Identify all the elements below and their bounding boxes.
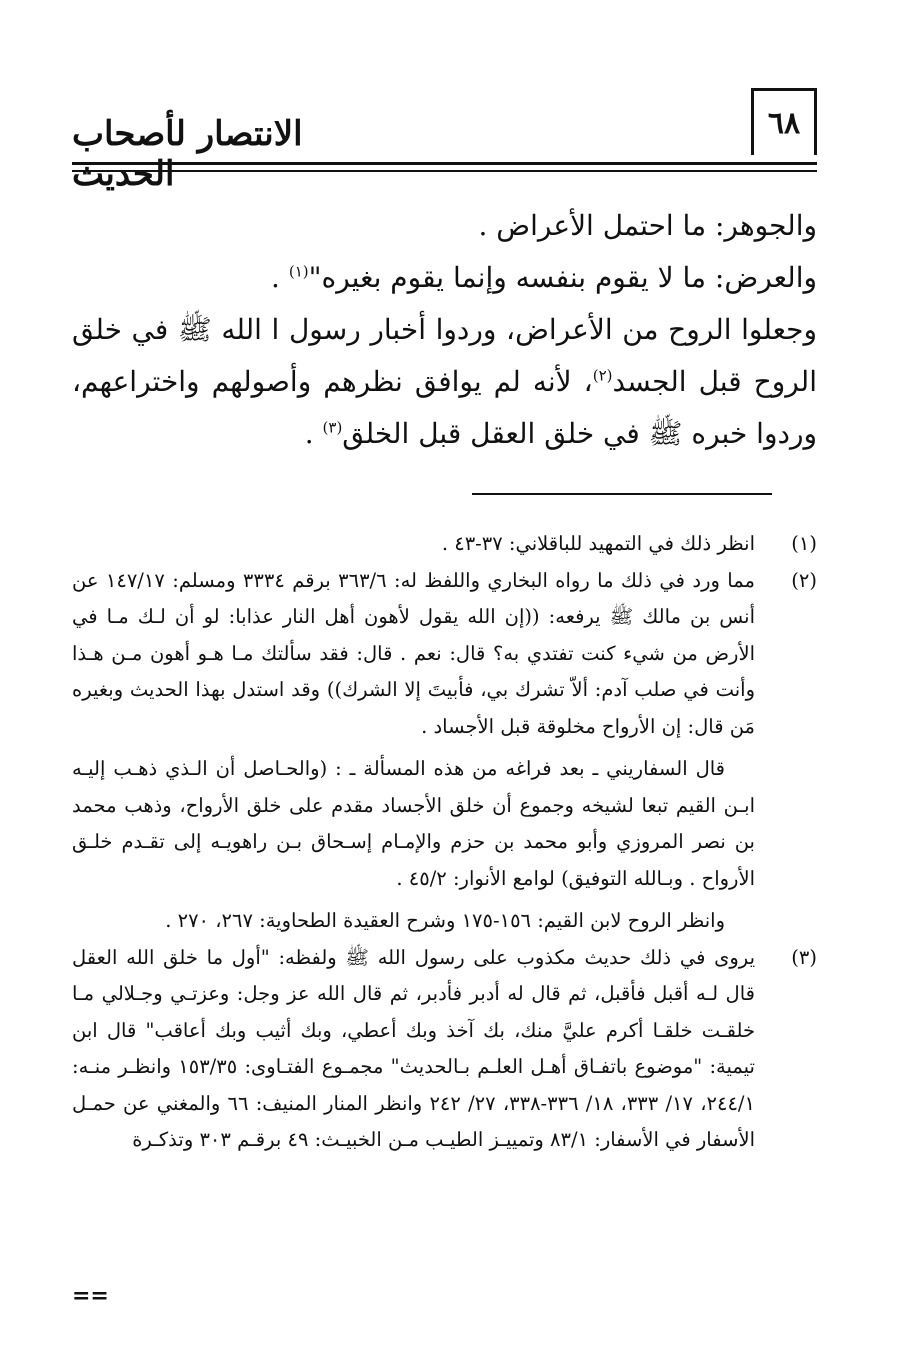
main-paragraph-part-1: وجعلوا الروح من الأعراض، وردوا أخبار رسول ا الله ﷺ في خلق الروح قبل الجسد [72,313,817,398]
footnote-ref-3: (٣) [322,418,343,437]
footnote-1 [72,526,817,563]
footnote-number: (٢) [791,568,817,592]
main-line-2-end: . [271,261,289,294]
main-paragraph-part-2: ، لأنه لم يوافق نظرهم وأصولهم واختراعهم، وردوا خبره ﷺ في خلق العقل قبل الخلق [72,365,817,450]
footnote-paragraph: مما ورد في ذلك ما رواه البخاري واللفظ له: ٣٦٣/٦ برقم ٣٣٣٤ ومسلم: ١٤٧/١٧ عن أنس بن مالك ﷺ يرفعه: ((إن الله يقول لأهون أهل النار عذابا: لو أن لـك مـا في الأرض من شيء كنت تفتدي به؟ قال: نعم . قال: فقد سألتك مـا هـو أهون مـن هـذا وأنت في صلب آدم: ألاّ تشرك بي، فأبيتَ إلا الشرك)) وقد استدل بهذا الحديث وبغيره مَن قال: إن الأرواح مخلوقة قبل الأجساد . [72,568,755,738]
book-title: الانتصار لأصحاب الحديث [72,114,303,194]
page-number: ٦٨ [767,105,801,141]
header-rule-thin [72,170,817,172]
header-rule-thick [72,162,817,165]
main-line-2 [72,252,817,304]
footnote-number: (١) [791,532,817,555]
footnote-number: (٣) [791,945,817,969]
footnote-ref-1: (١) [288,262,309,281]
main-line-2-text: والعرض: ما لا يقوم بنفسه وإنما يقوم بغيره" [308,261,817,294]
footnote-separator [472,493,772,495]
footnote-paragraph: انظر ذلك في التمهيد للباقلاني: ٣٧-٤٣ . [441,532,755,555]
continuation-mark: == [72,1283,109,1309]
footnote-body [72,526,755,563]
footnote-paragraph: يروى في ذلك حديث مكذوب على رسول الله ﷺ ولفظه: "أول ما خلق الله العقل قال لـه أقبل فأقبل، ثم قال له أدبر فأدبر، ثم قال الله عز وجل: وعزتـي وجـلالي مـا خلقـت خلقـا أكرم عليَّ منك، بك آخذ وبك أعطي، وبك أثيب وبك أعاقب" قال ابن تيمية: "موضوع باتفـاق أهـل العلـم بـالحديث" مجمـوع الفتـاوى: ١٥٣/٣٥ وانظـر منـه: ٢٤٤/١، ١٧/ ٣٣٣، ١٨/ ٣٣٦-٣٣٨، ٢٧/ ٢٤٢ وانظر المنار المنيف: ٦٦ والمغني عن حمـل الأسفار في الأسفار: ٨٣/١ وتمييـز الطيـب مـن الخبيـث: ٤٩ برقـم ٣٠٣ وتذكـرة [72,945,755,1151]
footnote-2 [72,563,817,940]
footnote-paragraph: قال السفاريني ـ بعد فراغه من هذه المسألة ـ : (والحـاصل أن الـذي ذهـب إليـه ابـن القيم تبعا لشيخه وجموع أن خلق الأجساد مقدم على خلق الأرواح، وذهب محمد بن نصر المروزي وأبو محمد بن حزم والإمـام إسـحاق بـن راهويـه إلى تقـدم خلـق الأرواح . وبـالله التوفيق) لوامع الأنوار: ٤٥/٢ . [72,757,755,890]
main-line-1-text: والجوهر: ما احتمل الأعراض . [478,209,817,242]
footnotes [72,520,817,1159]
footnote-body [72,563,755,940]
footnote-body [72,940,755,1159]
main-paragraph [72,304,817,460]
main-text [72,200,817,460]
main-paragraph-end: . [304,417,323,450]
main-line-1 [72,200,817,252]
page-number-box [751,88,817,155]
footnote-ref-2: (٢) [592,366,613,385]
footnote-paragraph: وانظر الروح لابن القيم: ١٥٦-١٧٥ وشرح العقيدة الطحاوية: ٢٦٧، ٢٧٠ . [165,909,725,932]
footnote-3 [72,940,817,1159]
